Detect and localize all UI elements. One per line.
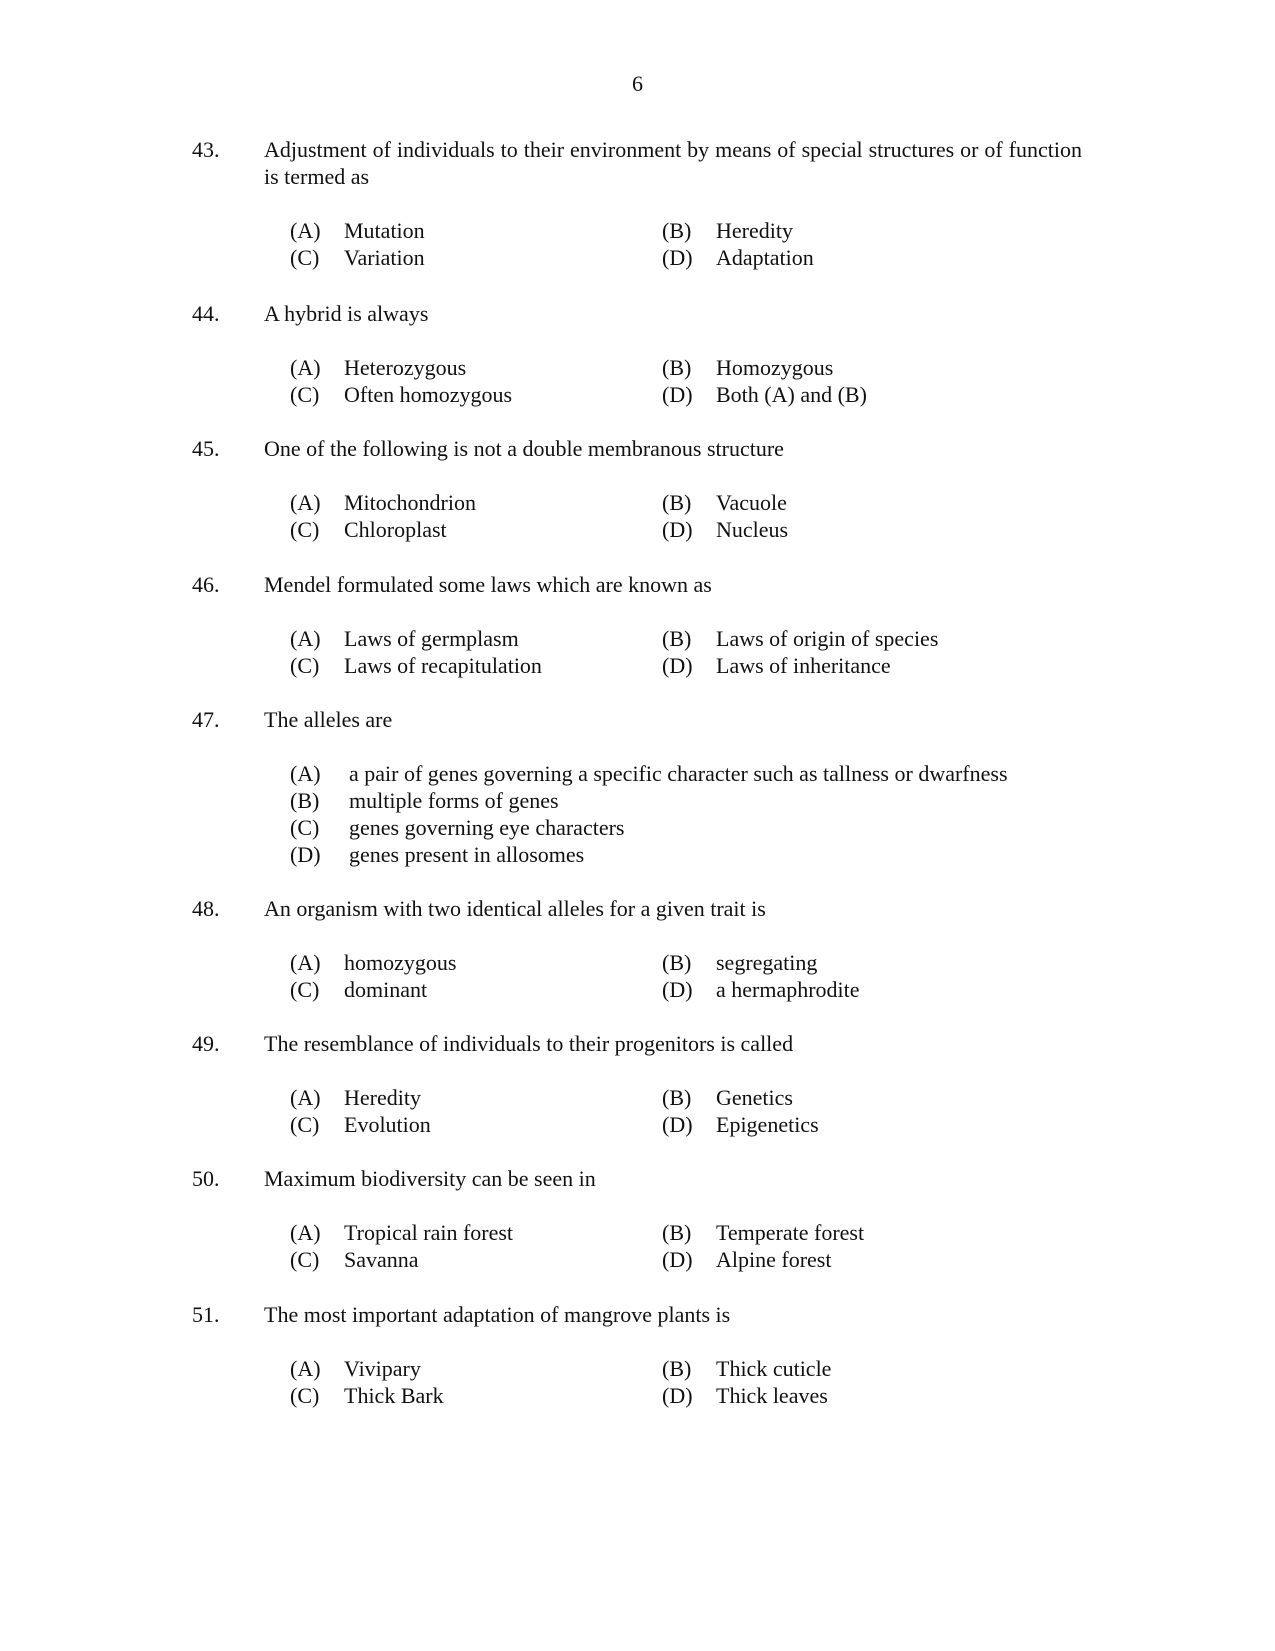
option-letter: (B): [662, 1085, 692, 1110]
option-letter: (D): [662, 977, 693, 1002]
option-a[interactable]: [290, 625, 662, 652]
option-letter: (B): [662, 626, 692, 651]
option-letter: (D): [662, 1112, 693, 1137]
question-text: The alleles are: [264, 707, 393, 732]
question-43: [192, 136, 1082, 271]
option-text: Vacuole: [716, 490, 787, 515]
option-text: Temperate forest: [716, 1220, 865, 1245]
option-letter: (A): [290, 761, 321, 786]
question-46: [192, 571, 1082, 679]
option-b[interactable]: [662, 354, 1034, 381]
option-text: Nucleus: [716, 517, 789, 542]
option-text: Evolution: [344, 1112, 431, 1137]
option-d[interactable]: [662, 516, 1034, 543]
question-47: [192, 706, 1082, 868]
question-number: 49.: [192, 1031, 220, 1056]
option-letter: (A): [290, 1356, 321, 1381]
option-letter: (B): [662, 950, 692, 975]
option-a[interactable]: [290, 949, 662, 976]
option-letter: (A): [290, 1085, 321, 1110]
option-b[interactable]: [662, 949, 1034, 976]
option-a[interactable]: [290, 354, 662, 381]
option-c[interactable]: [290, 516, 662, 543]
option-d[interactable]: [290, 841, 1082, 868]
option-letter: (D): [662, 517, 693, 542]
question-number: 48.: [192, 896, 220, 921]
option-a[interactable]: [290, 1084, 662, 1111]
question-48: [192, 895, 1082, 1003]
option-letter: (C): [290, 977, 320, 1002]
question-text: Mendel formulated some laws which are known as: [264, 572, 712, 597]
option-letter: (A): [290, 1220, 321, 1245]
option-b[interactable]: [662, 1219, 1034, 1246]
question-text: Adjustment of individuals to their environment by means of special structures or of function is termed as: [264, 137, 1082, 189]
option-text: dominant: [344, 977, 428, 1002]
option-text: Savanna: [344, 1247, 419, 1272]
question-text: A hybrid is always: [264, 301, 429, 326]
option-letter: (B): [662, 218, 692, 243]
option-text: Tropical rain forest: [344, 1220, 514, 1245]
option-b[interactable]: [662, 625, 1034, 652]
option-text: Thick Bark: [344, 1383, 444, 1408]
answer-options: [290, 949, 1082, 1003]
option-text: Vivipary: [344, 1356, 421, 1381]
option-text: Both (A) and (B): [716, 382, 867, 407]
question-45: [192, 435, 1082, 543]
question-51: [192, 1301, 1082, 1409]
option-letter: (D): [290, 842, 321, 867]
option-letter: (A): [290, 218, 321, 243]
option-b[interactable]: [662, 217, 1034, 244]
option-a[interactable]: [290, 217, 662, 244]
option-text: Adaptation: [716, 245, 814, 270]
option-letter: (C): [290, 653, 320, 678]
question-number: 47.: [192, 707, 220, 732]
answer-options: [290, 1084, 1082, 1138]
question-text: The most important adaptation of mangrove plants is: [264, 1302, 731, 1327]
option-letter: (C): [290, 245, 320, 270]
option-letter: (B): [290, 788, 320, 813]
option-text: Mitochondrion: [344, 490, 476, 515]
option-c[interactable]: [290, 1111, 662, 1138]
option-text: homozygous: [344, 950, 457, 975]
option-letter: (A): [290, 950, 321, 975]
option-a[interactable]: [290, 1219, 662, 1246]
option-a[interactable]: [290, 760, 1082, 787]
option-text: Epigenetics: [716, 1112, 819, 1137]
answer-options: [290, 489, 1082, 543]
option-d[interactable]: [662, 1246, 1034, 1273]
option-text: Mutation: [344, 218, 425, 243]
option-b[interactable]: [662, 489, 1034, 516]
option-c[interactable]: [290, 652, 662, 679]
question-text: One of the following is not a double membranous structure: [264, 436, 784, 461]
option-text: Thick leaves: [716, 1383, 828, 1408]
question-44: [192, 300, 1082, 408]
option-letter: (A): [290, 626, 321, 651]
option-text: genes governing eye characters: [349, 815, 625, 840]
option-letter: (D): [662, 245, 693, 270]
option-text: Thick cuticle: [716, 1356, 832, 1381]
option-letter: (A): [290, 355, 321, 380]
option-text: Alpine forest: [716, 1247, 832, 1272]
option-a[interactable]: [290, 1355, 662, 1382]
option-a[interactable]: [290, 489, 662, 516]
option-text: Often homozygous: [344, 382, 513, 407]
question-49: [192, 1030, 1082, 1138]
option-c[interactable]: [290, 1246, 662, 1273]
option-c[interactable]: [290, 1382, 662, 1409]
option-letter: (A): [290, 490, 321, 515]
option-text: Laws of recapitulation: [344, 653, 542, 678]
option-letter: (D): [662, 382, 693, 407]
option-letter: (C): [290, 1383, 320, 1408]
option-text: Laws of inheritance: [716, 653, 891, 678]
option-letter: (B): [662, 1220, 692, 1245]
option-text: a hermaphrodite: [716, 977, 860, 1002]
option-text: Heredity: [344, 1085, 421, 1110]
option-letter: (D): [662, 1247, 693, 1272]
option-letter: (C): [290, 382, 320, 407]
answer-options: [290, 760, 1082, 868]
option-text: Heterozygous: [344, 355, 467, 380]
option-c[interactable]: [290, 381, 662, 408]
option-text: a pair of genes governing a specific character such as tallness or dwarfness: [349, 761, 1008, 786]
option-d[interactable]: [662, 1382, 1034, 1409]
option-text: multiple forms of genes: [349, 788, 559, 813]
option-letter: (C): [290, 1247, 320, 1272]
question-number: 50.: [192, 1166, 220, 1191]
option-letter: (B): [662, 1356, 692, 1381]
question-50: [192, 1165, 1082, 1273]
option-letter: (C): [290, 1112, 320, 1137]
question-number: 46.: [192, 572, 220, 597]
answer-options: [290, 217, 1082, 271]
option-text: Laws of origin of species: [716, 626, 939, 651]
option-text: Chloroplast: [344, 517, 447, 542]
option-text: genes present in allosomes: [349, 842, 585, 867]
page-number: 6: [632, 71, 643, 96]
question-text: Maximum biodiversity can be seen in: [264, 1166, 596, 1191]
option-letter: (D): [662, 1383, 693, 1408]
option-b[interactable]: [662, 1355, 1034, 1382]
option-d[interactable]: [662, 976, 1034, 1003]
option-letter: (B): [662, 355, 692, 380]
question-number: 45.: [192, 436, 220, 461]
option-letter: (C): [290, 517, 320, 542]
option-text: Genetics: [716, 1085, 793, 1110]
option-text: Homozygous: [716, 355, 834, 380]
answer-options: [290, 625, 1082, 679]
question-text: The resemblance of individuals to their progenitors is called: [264, 1031, 794, 1056]
option-d[interactable]: [662, 244, 1034, 271]
option-c[interactable]: [290, 814, 1082, 841]
option-d[interactable]: [662, 652, 1034, 679]
option-text: Heredity: [716, 218, 793, 243]
question-number: 51.: [192, 1302, 220, 1327]
answer-options: [290, 354, 1082, 408]
question-number: 43.: [192, 137, 220, 162]
option-c[interactable]: [290, 244, 662, 271]
option-b[interactable]: [290, 787, 1082, 814]
option-d[interactable]: [662, 381, 1034, 408]
option-c[interactable]: [290, 976, 662, 1003]
question-text: An organism with two identical alleles for a given trait is: [264, 896, 766, 921]
option-text: segregating: [716, 950, 818, 975]
option-d[interactable]: [662, 1111, 1034, 1138]
option-letter: (B): [662, 490, 692, 515]
option-b[interactable]: [662, 1084, 1034, 1111]
answer-options: [290, 1219, 1082, 1273]
option-letter: (D): [662, 653, 693, 678]
answer-options: [290, 1355, 1082, 1409]
question-number: 44.: [192, 301, 220, 326]
option-text: Variation: [344, 245, 425, 270]
option-text: Laws of germplasm: [344, 626, 519, 651]
option-letter: (C): [290, 815, 320, 840]
